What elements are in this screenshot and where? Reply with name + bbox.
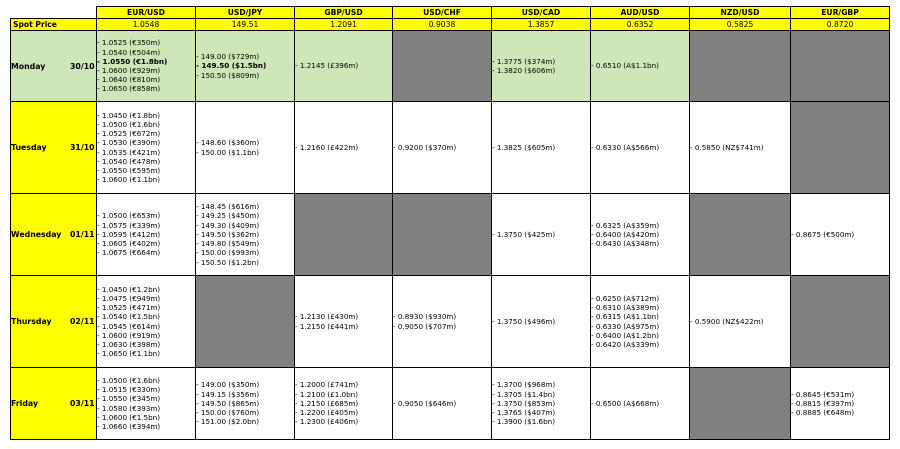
expiry-entry: - 1.0500 (€1.6bn) xyxy=(97,119,161,129)
pair-header: EUR/USD xyxy=(97,7,196,19)
expiry-entry: - 0.8815 (€397m) xyxy=(791,398,855,408)
expiry-entry: - 149.15 ($356m) xyxy=(196,389,260,399)
expiry-entry: - 1.3750 ($496m) xyxy=(492,316,556,326)
expiry-entry: - 0.6325 (A$359m) xyxy=(591,220,660,230)
expiry-entry: - 149.30 ($409m) xyxy=(196,220,260,230)
expiry-entry: - 150.00 ($993m) xyxy=(196,248,260,258)
header-corner xyxy=(11,7,97,19)
empty-expiry-cell xyxy=(690,194,791,276)
expiry-cell xyxy=(196,102,295,194)
expiry-entry: - 1.0525 (€350m) xyxy=(97,38,161,48)
expiry-entry: - 0.6400 (A$1.2bn) xyxy=(591,330,659,340)
expiry-entry: - 1.2300 (£406m) xyxy=(295,417,359,427)
expiry-entry: - 1.3775 ($374m) xyxy=(492,56,556,66)
expiry-entry: - 150.50 ($1.2bn) xyxy=(196,257,260,267)
spot-price-value: 0.5825 xyxy=(690,19,791,31)
expiry-cell xyxy=(690,276,791,368)
expiry-entry: - 1.0660 (€394m) xyxy=(97,421,161,431)
spot-price-label: Spot Price xyxy=(11,19,97,31)
expiry-entry: - 1.2130 (£430m) xyxy=(295,312,359,322)
expiry-cell xyxy=(690,102,791,194)
expiry-entry: - 1.0450 (€1.8bn) xyxy=(97,110,161,120)
day-name: Monday xyxy=(11,61,46,71)
expiry-cell xyxy=(591,102,690,194)
expiry-entry: - 1.3750 ($853m) xyxy=(492,398,556,408)
expiry-cell xyxy=(393,102,492,194)
spot-price-row xyxy=(11,19,890,31)
day-date: 30/10 xyxy=(70,61,95,71)
empty-expiry-cell xyxy=(690,31,791,102)
expiry-entry: - 1.3820 ($606m) xyxy=(492,66,556,75)
expiry-entry: - 1.0550 (€595m) xyxy=(97,165,161,175)
expiry-cell xyxy=(393,368,492,440)
expiry-entry: - 0.6420 (A$339m) xyxy=(591,339,660,349)
expiry-entry: - 149.00 ($729m) xyxy=(196,52,260,62)
expiry-entry: - 1.0540 (€1.5bn) xyxy=(97,312,161,322)
expiry-cell xyxy=(295,31,393,102)
expiry-entry: - 148.60 ($360m) xyxy=(196,138,260,148)
expiry-entry: - 0.8885 (€648m) xyxy=(791,408,855,418)
expiry-cell xyxy=(97,194,196,276)
pair-header: GBP/USD xyxy=(295,7,393,19)
expiry-cell xyxy=(97,276,196,368)
day-label-cell xyxy=(11,276,97,368)
expiry-entry: - 0.6510 (A$1.1bn) xyxy=(591,61,659,71)
expiry-cell xyxy=(492,368,591,440)
expiry-cell xyxy=(791,368,890,440)
day-row xyxy=(11,31,890,102)
expiry-entry: - 1.0600 (€1.1bn) xyxy=(97,175,161,185)
day-label-cell xyxy=(11,368,97,440)
expiry-entry: - 0.6250 (A$712m) xyxy=(591,293,660,303)
expiry-entry: - 0.8930 ($930m) xyxy=(393,312,457,322)
pair-header: NZD/USD xyxy=(690,7,791,19)
expiry-cell xyxy=(97,102,196,194)
expiry-entry: - 150.50 ($809m) xyxy=(196,70,260,80)
fx-option-expiries-table xyxy=(10,6,890,440)
expiry-entry: - 1.3705 ($1.4bn) xyxy=(492,389,556,399)
expiry-entry: - 1.0640 (€810m) xyxy=(97,75,161,85)
expiry-entry: - 1.0500 (€1.6bn) xyxy=(97,375,161,385)
expiry-entry: - 150.00 ($760m) xyxy=(196,408,260,418)
empty-expiry-cell xyxy=(196,276,295,368)
spot-price-value: 0.9038 xyxy=(393,19,492,31)
empty-expiry-cell xyxy=(393,31,492,102)
expiry-entry: - 149.80 ($549m) xyxy=(196,239,260,249)
day-row xyxy=(11,102,890,194)
expiry-cell xyxy=(591,194,690,276)
expiry-entry: - 1.0600 (€929m) xyxy=(97,66,161,75)
day-name: Thursday xyxy=(11,317,52,326)
expiry-entry: - 1.0525 (€471m) xyxy=(97,303,161,313)
expiry-entry: - 1.2150 (£685m) xyxy=(295,398,359,408)
expiry-cell xyxy=(591,276,690,368)
expiry-cell xyxy=(492,31,591,102)
empty-expiry-cell xyxy=(791,276,890,368)
header-row xyxy=(11,7,890,19)
expiry-entry: - 1.0540 (€478m) xyxy=(97,156,161,166)
expiry-entry: - 0.6330 (A$566m) xyxy=(591,142,660,152)
day-row xyxy=(11,194,890,276)
expiry-entry: - 1.2000 (£741m) xyxy=(295,380,359,390)
expiry-entry: - 0.6310 (A$389m) xyxy=(591,303,660,313)
pair-header: USD/CHF xyxy=(393,7,492,19)
pair-header: USD/CAD xyxy=(492,7,591,19)
expiry-entry: - 149.50 ($362m) xyxy=(196,229,260,239)
expiry-cell xyxy=(492,276,591,368)
day-row xyxy=(11,276,890,368)
expiry-entry: - 1.3750 ($425m) xyxy=(492,229,556,239)
spot-price-value: 0.6352 xyxy=(591,19,690,31)
expiry-cell xyxy=(295,368,393,440)
day-name: Wednesday xyxy=(11,230,62,239)
expiry-entry: - 1.0475 (€949m) xyxy=(97,293,161,303)
day-row xyxy=(11,368,890,440)
expiry-entry: - 150.00 ($1.1bn) xyxy=(196,147,260,157)
expiry-entry: - 0.9200 ($370m) xyxy=(393,142,457,152)
day-label-cell xyxy=(11,102,97,194)
expiry-entry: - 1.0540 (€504m) xyxy=(97,47,161,57)
expiry-cell xyxy=(791,194,890,276)
expiry-cell xyxy=(295,102,393,194)
pair-header: USD/JPY xyxy=(196,7,295,19)
expiry-entry: - 0.5900 (NZ$422m) xyxy=(690,316,764,326)
day-date: 31/10 xyxy=(70,143,95,152)
expiry-cell xyxy=(295,276,393,368)
day-label-cell xyxy=(11,194,97,276)
expiry-entry: - 0.6330 (A$975m) xyxy=(591,321,660,331)
expiry-cell xyxy=(97,31,196,102)
expiry-entry: - 1.0545 (€614m) xyxy=(97,321,161,331)
day-name: Tuesday xyxy=(11,143,47,152)
spot-price-value: 1.0548 xyxy=(97,19,196,31)
expiry-entry: - 1.0535 (€421m) xyxy=(97,147,161,157)
expiry-entry: - 1.0515 (€330m) xyxy=(97,385,161,395)
expiry-entry: - 1.0675 (€664m) xyxy=(97,248,161,258)
expiry-entry: - 1.2150 (£441m) xyxy=(295,321,359,331)
expiry-entry: - 0.8645 (€531m) xyxy=(791,389,855,399)
expiry-cell xyxy=(492,102,591,194)
pair-header: AUD/USD xyxy=(591,7,690,19)
expiry-cell xyxy=(97,368,196,440)
expiry-entry: - 1.3900 ($1.6bn) xyxy=(492,417,556,427)
expiry-entry: - 1.0550 (€1.8bn) xyxy=(97,56,168,66)
expiry-entry: - 1.0550 (€345m) xyxy=(97,394,161,404)
expiry-cell xyxy=(591,368,690,440)
expiry-entry: - 1.3765 ($407m) xyxy=(492,408,556,418)
expiry-entry: - 149.50 ($1.5bn) xyxy=(196,61,267,71)
expiry-entry: - 0.5850 (NZ$741m) xyxy=(690,142,764,152)
empty-expiry-cell xyxy=(295,194,393,276)
day-name: Friday xyxy=(11,399,39,408)
expiry-entry: - 1.0595 (€412m) xyxy=(97,229,161,239)
expiry-entry: - 1.0600 (€1.5bn) xyxy=(97,412,161,422)
expiry-entry: - 1.0600 (€919m) xyxy=(97,330,161,340)
expiry-entry: - 1.0450 (€1.2bn) xyxy=(97,284,161,294)
pair-header: EUR/GBP xyxy=(791,7,890,19)
expiry-entry: - 1.3700 ($968m) xyxy=(492,380,556,390)
expiry-entry: - 1.2100 (£1.0bn) xyxy=(295,389,359,399)
expiry-entry: - 1.0580 (€393m) xyxy=(97,403,161,413)
expiry-entry: - 0.6315 (A$1.1bn) xyxy=(591,312,659,322)
expiry-entry: - 1.2160 (£422m) xyxy=(295,142,359,152)
expiry-entry: - 1.2200 (£405m) xyxy=(295,408,359,418)
expiry-entry: - 0.6400 (A$420m) xyxy=(591,229,660,239)
expiry-entry: - 1.0650 (€1.1bn) xyxy=(97,349,161,359)
expiry-entry: - 148.45 ($616m) xyxy=(196,202,260,212)
expiry-cell xyxy=(196,31,295,102)
expiry-entry: - 1.2145 (£396m) xyxy=(295,61,359,71)
day-label-cell xyxy=(11,31,97,102)
day-date: 02/11 xyxy=(70,317,95,326)
expiry-entry: - 1.0630 (€398m) xyxy=(97,339,161,349)
empty-expiry-cell xyxy=(791,31,890,102)
expiry-entry: - 151.00 ($2.0bn) xyxy=(196,417,260,427)
expiry-entry: - 0.8675 (€500m) xyxy=(791,229,855,239)
empty-expiry-cell xyxy=(690,368,791,440)
expiry-entry: - 149.50 ($865m) xyxy=(196,398,260,408)
spot-price-value: 1.2091 xyxy=(295,19,393,31)
expiry-entry: - 1.0530 (€390m) xyxy=(97,138,161,148)
spot-price-value: 149.51 xyxy=(196,19,295,31)
day-date: 03/11 xyxy=(70,399,95,408)
empty-expiry-cell xyxy=(393,194,492,276)
expiry-entry: - 0.9050 ($707m) xyxy=(393,321,457,331)
empty-expiry-cell xyxy=(791,102,890,194)
expiry-cell xyxy=(591,31,690,102)
expiry-cell xyxy=(393,276,492,368)
expiry-entry: - 1.0500 (€653m) xyxy=(97,211,161,221)
expiry-entry: - 1.0650 (€858m) xyxy=(97,84,161,94)
expiry-entry: - 0.9050 ($646m) xyxy=(393,398,457,408)
expiry-entry: - 0.6430 (A$348m) xyxy=(591,239,660,249)
expiry-entry: - 1.0575 (€339m) xyxy=(97,220,161,230)
expiry-entry: - 149.25 ($450m) xyxy=(196,211,260,221)
expiry-cell xyxy=(196,194,295,276)
expiry-cell xyxy=(492,194,591,276)
spot-price-value: 1.3857 xyxy=(492,19,591,31)
expiry-entry: - 149.00 ($350m) xyxy=(196,380,260,390)
spot-price-value: 0.8720 xyxy=(791,19,890,31)
expiry-entry: - 1.0525 (€672m) xyxy=(97,129,161,139)
expiry-entry: - 0.6500 (A$668m) xyxy=(591,398,660,408)
day-date: 01/11 xyxy=(70,230,95,239)
expiry-entry: - 1.0605 (€402m) xyxy=(97,239,161,249)
expiry-cell xyxy=(196,368,295,440)
expiry-entry: - 1.3825 ($605m) xyxy=(492,142,556,152)
